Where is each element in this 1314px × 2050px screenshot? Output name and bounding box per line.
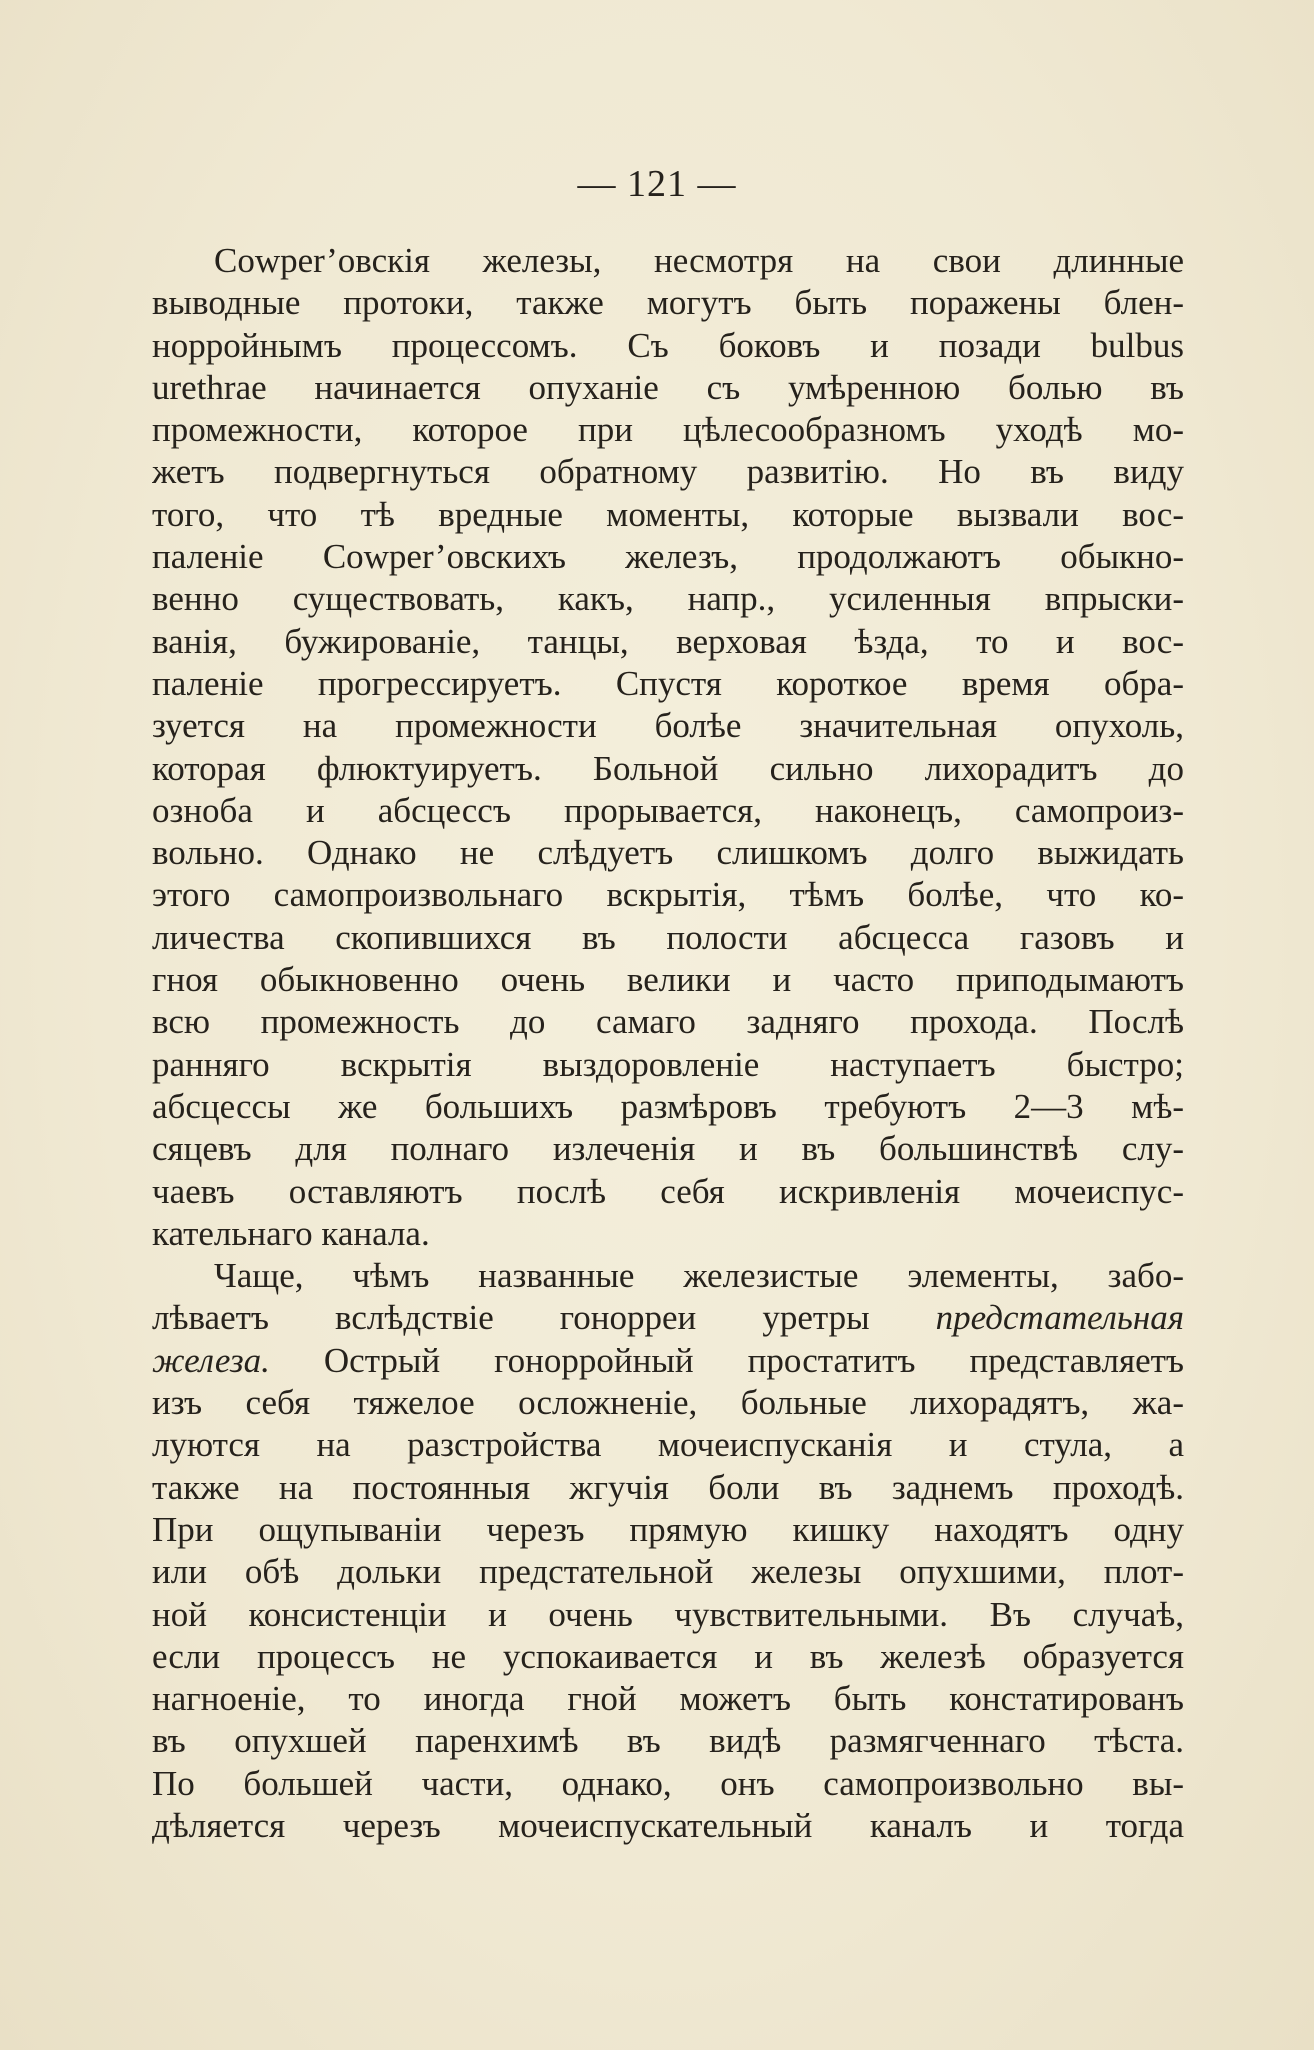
text-line: нагноеніе, то иногда гной можетъ быть констатированъ bbox=[152, 1679, 1184, 1719]
text-line: или обѣ дольки предстательной железы опухшими, плот- bbox=[152, 1552, 1184, 1592]
text-line: urethrae начинается опуханіе съ умѣренною болью въ bbox=[152, 367, 1184, 407]
text-line: жетъ подвергнуться обратному развитію. Но въ виду bbox=[152, 452, 1184, 492]
text-line: норройнымъ процессомъ. Съ боковъ и позади bulbus bbox=[152, 325, 1184, 365]
text-line: паленіе Cowper’овскихъ железъ, продолжаютъ обыкно- bbox=[152, 537, 1184, 577]
text-line: абсцессы же большихъ размѣровъ требуютъ 2—3 мѣ- bbox=[152, 1086, 1184, 1126]
text-line: чаевъ оставляютъ послѣ себя искривленія мочеиспус- bbox=[152, 1171, 1184, 1211]
text-line: выводные протоки, также могутъ быть поражены блен- bbox=[152, 283, 1184, 323]
text-line: вольно. Однако не слѣдуетъ слишкомъ долго выжидать bbox=[152, 833, 1184, 873]
text-line: паленіе прогрессируетъ. Спустя короткое время обра- bbox=[152, 663, 1184, 703]
text-line: озноба и абсцессъ прорывается, наконецъ, самопроиз- bbox=[152, 790, 1184, 830]
text-line: ной консистенціи и очень чувствительными. Въ случаѣ, bbox=[152, 1594, 1184, 1634]
text-run: лѣваетъ вслѣдствіе гонорреи уретры bbox=[152, 1298, 936, 1338]
body-text bbox=[152, 240, 1184, 1847]
text-line bbox=[152, 1340, 1184, 1382]
text-line: ранняго вскрытія выздоровленіе наступаетъ быстро; bbox=[152, 1044, 1184, 1084]
text-line: венно существовать, какъ, напр., усиленныя впрыски- bbox=[152, 579, 1184, 619]
text-line: дѣляется черезъ мочеиспускательный каналъ и тогда bbox=[152, 1805, 1184, 1845]
text-line: Чаще, чѣмъ названные железистые элементы, забо- bbox=[214, 1256, 1184, 1296]
text-line: гноя обыкновенно очень велики и часто приподымаютъ bbox=[152, 960, 1184, 1000]
text-line: того, что тѣ вредные моменты, которые вызвали вос- bbox=[152, 494, 1184, 534]
text-line bbox=[152, 1297, 1184, 1339]
text-line: При ощупываніи черезъ прямую кишку находятъ одну bbox=[152, 1509, 1184, 1549]
text-line: этого самопроизвольнаго вскрытія, тѣмъ болѣе, что ко- bbox=[152, 875, 1184, 915]
text-line: если процессъ не успокаивается и въ железѣ образуется bbox=[152, 1636, 1184, 1676]
italic-term: предстательная bbox=[935, 1298, 1184, 1338]
text-line: кательнаго канала. bbox=[152, 1213, 430, 1253]
text-line: По большей части, однако, онъ самопроизвольно вы- bbox=[152, 1763, 1184, 1803]
text-line: въ опухшей паренхимѣ въ видѣ размягченнаго тѣста. bbox=[152, 1721, 1184, 1761]
paragraph-1 bbox=[152, 240, 1184, 1255]
text-line: ванія, бужированіе, танцы, верховая ѣзда, то и вос- bbox=[152, 621, 1184, 661]
text-line: промежности, которое при цѣлесообразномъ уходѣ мо- bbox=[152, 410, 1184, 450]
text-line: также на постоянныя жгучія боли въ заднемъ проходѣ. bbox=[152, 1467, 1184, 1507]
text-line: зуется на промежности болѣе значительная опухоль, bbox=[152, 706, 1184, 746]
text-line: которая флюктуируетъ. Больной сильно лихорадитъ до bbox=[152, 748, 1184, 788]
text-line: Cowper’овскія железы, несмотря на свои длинные bbox=[214, 241, 1184, 280]
text-line: изъ себя тяжелое осложненіе, больные лихорадятъ, жа- bbox=[152, 1383, 1184, 1423]
text-line: луются на разстройства мочеиспусканія и стула, а bbox=[152, 1425, 1184, 1465]
text-line: всю промежность до самаго задняго прохода. Послѣ bbox=[152, 1002, 1184, 1042]
text-run: Острый гонорройный простатитъ представляетъ bbox=[269, 1340, 1184, 1380]
text-line: сяцевъ для полнаго излеченія и въ большинствѣ слу- bbox=[152, 1129, 1184, 1169]
text-line: личества скопившихся въ полости абсцесса газовъ и bbox=[152, 917, 1184, 957]
page-number: — 121 — bbox=[577, 163, 737, 205]
paragraph-2 bbox=[152, 1255, 1184, 1847]
italic-term: железа. bbox=[152, 1340, 270, 1380]
